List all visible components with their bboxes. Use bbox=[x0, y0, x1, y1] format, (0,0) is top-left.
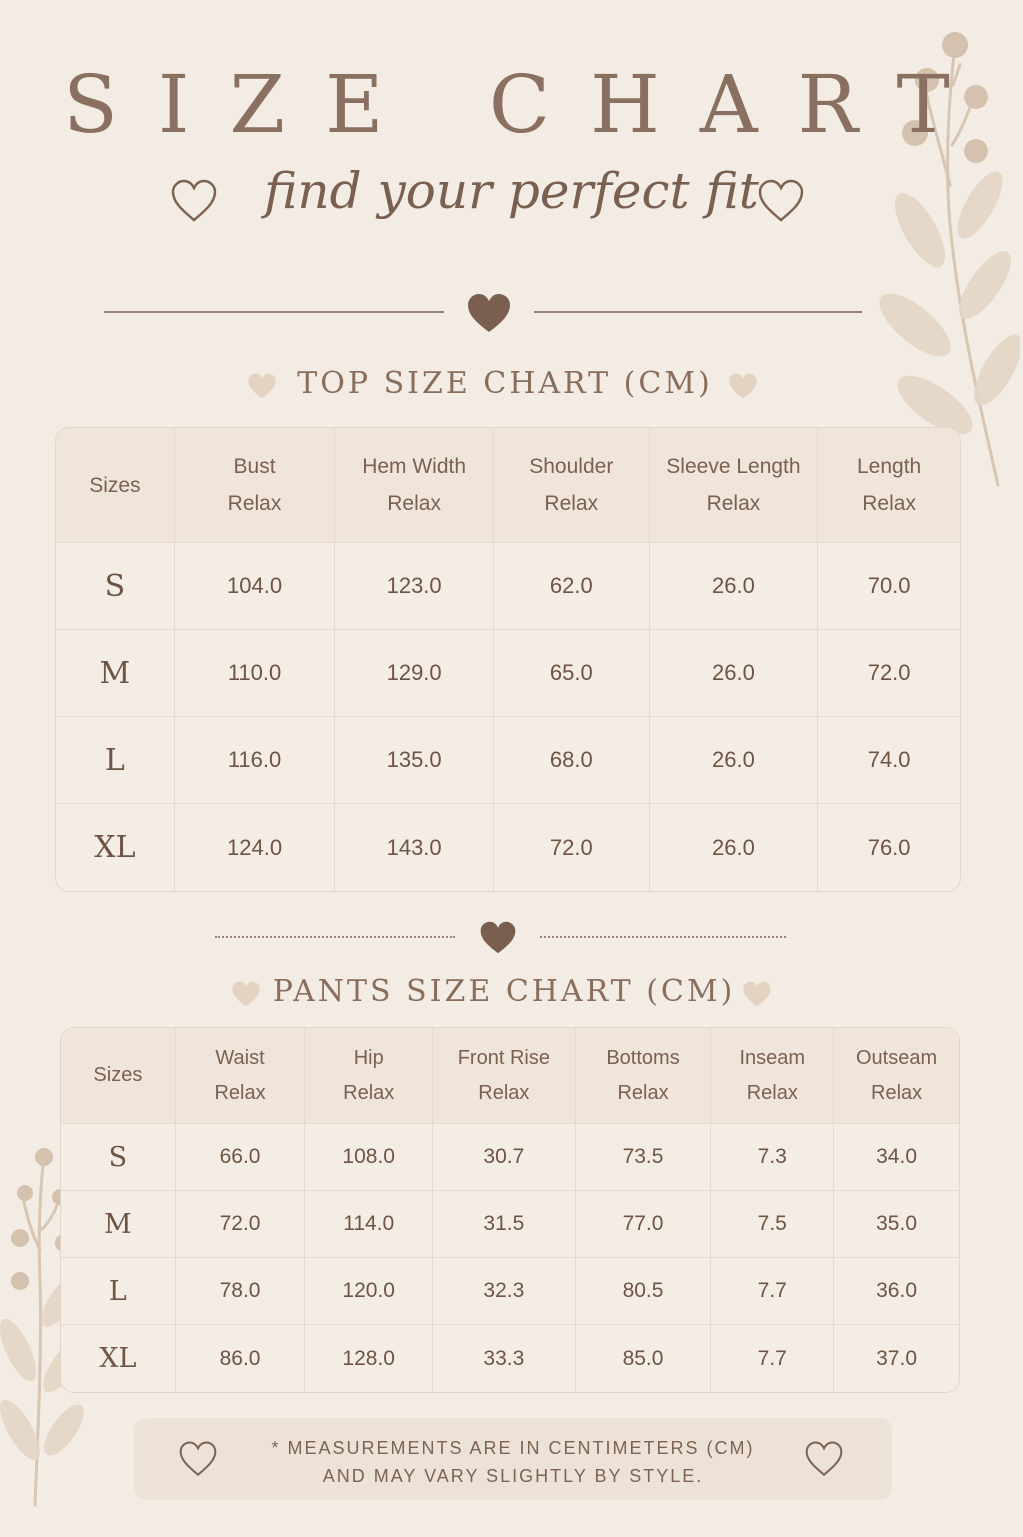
note-line-1: * MEASUREMENTS ARE IN CENTIMETERS (CM) bbox=[271, 1438, 755, 1458]
header-label: Sizes bbox=[89, 473, 141, 497]
value-cell: 85.0 bbox=[576, 1325, 712, 1392]
header-hip bbox=[305, 1028, 433, 1124]
value-cell: 30.7 bbox=[433, 1124, 576, 1191]
value-cell: 76.0 bbox=[867, 834, 911, 860]
table-row bbox=[61, 1124, 959, 1191]
value-cell: 116.0 bbox=[175, 717, 336, 804]
size-cell: M bbox=[61, 1191, 176, 1258]
size-cell: L bbox=[61, 1258, 176, 1325]
value-cell: 65.0 bbox=[494, 630, 650, 717]
value-cell: 78.0 bbox=[176, 1258, 306, 1325]
size-cell: L bbox=[56, 717, 175, 804]
value-cell: 129.0 bbox=[335, 630, 494, 717]
header-label: Hem Width bbox=[362, 455, 467, 478]
value-cell: 26.0 bbox=[650, 543, 819, 630]
value-cell: 77.0 bbox=[576, 1191, 712, 1258]
header-sublabel: Relax bbox=[544, 492, 599, 515]
value-cell: 104.0 bbox=[175, 543, 336, 630]
header-sublabel: Relax bbox=[387, 492, 441, 515]
header-label: Inseam bbox=[739, 1046, 806, 1069]
value-cell: 7.7 bbox=[711, 1258, 834, 1325]
value-cell: 124.0 bbox=[175, 804, 336, 891]
table-row bbox=[61, 1258, 959, 1325]
header-sublabel: Relax bbox=[227, 492, 282, 515]
table-header-row bbox=[56, 428, 960, 543]
value-cell: 7.5 bbox=[711, 1191, 834, 1258]
value-cell: 72.0 bbox=[494, 804, 650, 891]
pants-size-table bbox=[60, 1027, 960, 1393]
size-cell: S bbox=[56, 543, 175, 630]
header-label: Shoulder bbox=[529, 455, 614, 478]
size-cell: M bbox=[56, 630, 175, 717]
header-label: Front Rise bbox=[457, 1046, 550, 1069]
header-label: Sleeve Length bbox=[666, 455, 801, 478]
header-sublabel: Relax bbox=[871, 1081, 923, 1104]
header-sizes bbox=[61, 1028, 176, 1124]
header-label: Waist bbox=[215, 1046, 265, 1069]
value-cell: 37.0 bbox=[876, 1346, 917, 1370]
top-chart-title: TOP SIZE CHART (CM) bbox=[297, 366, 713, 401]
header-inseam bbox=[711, 1028, 834, 1124]
header-waist bbox=[176, 1028, 306, 1124]
value-cell: 128.0 bbox=[305, 1325, 433, 1392]
value-cell: 7.3 bbox=[711, 1124, 834, 1191]
value-cell: 31.5 bbox=[433, 1191, 576, 1258]
value-cell: 66.0 bbox=[176, 1124, 306, 1191]
header-sublabel: Relax bbox=[617, 1081, 669, 1104]
header-hem-width bbox=[335, 428, 494, 543]
page-title: SIZE CHART bbox=[63, 58, 990, 151]
value-cell: 73.5 bbox=[576, 1124, 712, 1191]
header-sublabel: Relax bbox=[706, 492, 761, 515]
header-shoulder bbox=[494, 428, 650, 543]
table-row bbox=[56, 717, 960, 804]
dotted-divider-left bbox=[215, 936, 455, 938]
table-header-row bbox=[61, 1028, 959, 1124]
heart-filled-icon bbox=[466, 292, 512, 334]
value-cell: 80.5 bbox=[576, 1258, 712, 1325]
header-label: Bottoms bbox=[606, 1046, 680, 1069]
heart-small-icon-left bbox=[247, 372, 277, 400]
header-label: Hip bbox=[353, 1046, 384, 1069]
value-cell: 72.0 bbox=[818, 630, 960, 717]
header-sublabel: Relax bbox=[478, 1081, 530, 1104]
header-sizes bbox=[56, 428, 175, 543]
heart-small-icon-right-2 bbox=[742, 980, 772, 1008]
value-cell: 114.0 bbox=[305, 1191, 433, 1258]
value-cell: 123.0 bbox=[335, 543, 494, 630]
value-cell: 62.0 bbox=[494, 543, 650, 630]
measurement-note bbox=[134, 1418, 892, 1500]
header-sleeve-length bbox=[650, 428, 819, 543]
header-front-rise bbox=[433, 1028, 576, 1124]
value-cell: 33.3 bbox=[433, 1325, 576, 1392]
note-line-2: AND MAY VARY SLIGHTLY BY STYLE. bbox=[322, 1466, 704, 1486]
size-cell: S bbox=[61, 1124, 176, 1191]
heart-filled-icon-middle bbox=[479, 920, 517, 955]
value-cell: 26.0 bbox=[650, 804, 819, 891]
value-cell: 72.0 bbox=[176, 1191, 306, 1258]
divider-line-left bbox=[104, 311, 444, 313]
value-cell: 26.0 bbox=[650, 717, 819, 804]
size-cell: XL bbox=[56, 804, 175, 891]
header-bottoms bbox=[576, 1028, 712, 1124]
value-cell: 86.0 bbox=[176, 1325, 306, 1392]
value-cell: 26.0 bbox=[650, 630, 819, 717]
value-cell: 68.0 bbox=[494, 717, 650, 804]
value-cell: 74.0 bbox=[818, 717, 960, 804]
header-bust bbox=[175, 428, 336, 543]
dotted-divider-right bbox=[540, 936, 786, 938]
heart-small-icon-right bbox=[728, 372, 758, 400]
heart-outline-icon-note-right bbox=[804, 1440, 844, 1478]
table-row bbox=[56, 804, 960, 891]
value-cell: 70.0 bbox=[818, 543, 960, 630]
table-row bbox=[61, 1325, 959, 1392]
top-size-table bbox=[55, 427, 961, 892]
table-row bbox=[56, 543, 960, 630]
heart-outline-icon-right bbox=[757, 178, 805, 224]
value-cell: 7.7 bbox=[711, 1325, 834, 1392]
header-sublabel: Relax bbox=[862, 492, 916, 515]
value-cell: 34.0 bbox=[834, 1124, 959, 1191]
divider-line-right bbox=[534, 311, 862, 313]
subtitle: find your perfect fit bbox=[264, 162, 759, 220]
value-cell: 143.0 bbox=[335, 804, 494, 891]
header-sublabel: Relax bbox=[343, 1081, 395, 1104]
value-cell: 120.0 bbox=[305, 1258, 433, 1325]
value-cell: 110.0 bbox=[175, 630, 336, 717]
header-label: Sizes bbox=[93, 1064, 143, 1086]
header-length bbox=[818, 428, 960, 543]
value-cell: 32.3 bbox=[433, 1258, 576, 1325]
value-cell: 135.0 bbox=[335, 717, 494, 804]
header-outseam bbox=[834, 1028, 959, 1124]
table-row bbox=[56, 630, 960, 717]
heart-small-icon-left-2 bbox=[231, 980, 261, 1008]
note-text bbox=[134, 1434, 892, 1490]
header-label: Bust bbox=[233, 455, 276, 478]
header-label: Outseam bbox=[855, 1046, 938, 1069]
value-cell: 36.0 bbox=[834, 1258, 959, 1325]
value-cell: 35.0 bbox=[834, 1191, 959, 1258]
header-label: Length bbox=[857, 455, 922, 478]
value-cell: 108.0 bbox=[305, 1124, 433, 1191]
header-sublabel: Relax bbox=[746, 1081, 798, 1104]
pants-chart-title: PANTS SIZE CHART (CM) bbox=[272, 974, 736, 1009]
table-row bbox=[61, 1191, 959, 1258]
size-cell: XL bbox=[61, 1325, 176, 1392]
header-sublabel: Relax bbox=[214, 1081, 266, 1104]
